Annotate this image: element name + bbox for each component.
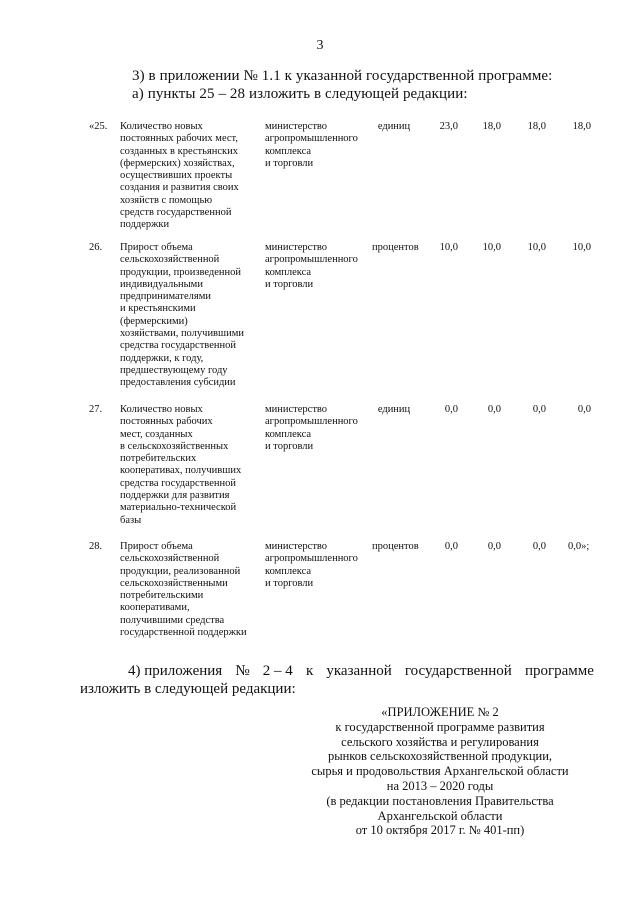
appendix-line: рынков сельскохозяйственной продукции, bbox=[327, 749, 553, 764]
value-4: 10,0 bbox=[572, 242, 591, 253]
value-2: 18,0 bbox=[482, 121, 501, 132]
indicator-name bbox=[120, 121, 260, 232]
instruction-1: 3) в приложении № 1.1 к указанной государственной программе: bbox=[132, 68, 553, 84]
appendix-line: к государственной программе развития bbox=[335, 719, 545, 734]
indicator-name bbox=[120, 242, 260, 390]
indicator-name-line: Количество новых bbox=[120, 404, 203, 415]
value-1: 0,0 bbox=[444, 541, 458, 552]
indicator-name-line: материально-технической bbox=[120, 502, 237, 514]
paragraph-4 bbox=[80, 662, 594, 698]
responsible-org-line: и торговли bbox=[265, 157, 314, 169]
value-3: 0,0 bbox=[532, 541, 546, 552]
unit: единиц bbox=[377, 121, 411, 132]
responsible-org bbox=[265, 242, 365, 291]
value-4: 18,0 bbox=[572, 121, 591, 132]
indicator-name-line: поддержки bbox=[120, 219, 170, 231]
paragraph-4-word: № bbox=[235, 663, 250, 679]
indicator-name-line: в сельскохозяйственных bbox=[120, 440, 229, 452]
appendix-line: (в редакции постановления Правительства bbox=[326, 793, 554, 808]
indicator-name-line: поддержки, к году, bbox=[120, 352, 204, 364]
indicator-name-line: создания и развития своих bbox=[120, 182, 239, 194]
responsible-org-line: комплекса bbox=[265, 266, 312, 278]
indicator-name-line: предпринимателями bbox=[120, 291, 212, 303]
indicator-name-line: базы bbox=[120, 514, 142, 526]
value-3: 0,0 bbox=[532, 404, 546, 415]
responsible-org bbox=[265, 404, 365, 453]
responsible-org-line: агропромышленного bbox=[265, 133, 358, 145]
indicator-name-line: постоянных рабочих bbox=[120, 416, 213, 428]
indicator-name-line: хозяйств с помощью bbox=[120, 194, 213, 206]
indicator-name bbox=[120, 541, 260, 639]
responsible-org-line: и торговли bbox=[265, 440, 314, 452]
indicator-name-line: сельскохозяйственной bbox=[120, 553, 220, 565]
appendix-line: на 2013 – 2020 годы bbox=[386, 778, 494, 793]
indicator-name-line: потребительскими bbox=[120, 590, 204, 602]
indicator-name-line: мест, созданных bbox=[120, 428, 193, 440]
responsible-org-line: министерство bbox=[265, 404, 328, 415]
value-1: 0,0 bbox=[444, 404, 458, 415]
responsible-org-line: министерство bbox=[265, 121, 328, 132]
responsible-org-line: министерство bbox=[265, 242, 328, 253]
instruction-2: а) пункты 25 – 28 изложить в следующей редакции: bbox=[132, 86, 468, 102]
indicator-name-line: предшествующему году bbox=[120, 364, 228, 376]
indicator-name-line: осуществивших проекты bbox=[120, 170, 233, 182]
indicator-name-line: поддержки для развития bbox=[120, 490, 230, 502]
paragraph-4-word: 4) приложения bbox=[128, 663, 223, 679]
paragraph-4-line-2: изложить в следующей редакции: bbox=[80, 681, 296, 697]
responsible-org-line: и торговли bbox=[265, 278, 314, 290]
value-4: 0,0 bbox=[577, 404, 591, 415]
indicator-name-line: средства государственной bbox=[120, 477, 236, 489]
value-1: 23,0 bbox=[439, 121, 458, 132]
paragraph-4-word: программе bbox=[524, 663, 594, 679]
row-number: 27. bbox=[89, 404, 103, 415]
appendix-line: Архангельской области bbox=[377, 808, 503, 823]
appendix-line: сельского хозяйства и регулирования bbox=[341, 734, 539, 749]
page-number: 3 bbox=[316, 38, 324, 53]
indicator-name bbox=[120, 404, 260, 527]
value-2: 0,0 bbox=[487, 541, 501, 552]
responsible-org bbox=[265, 121, 365, 170]
indicator-name-line: хозяйствами, получившими bbox=[120, 328, 244, 340]
responsible-org-line: агропромышленного bbox=[265, 254, 358, 266]
value-3: 18,0 bbox=[527, 121, 546, 132]
indicator-name-line: индивидуальными bbox=[120, 278, 203, 290]
indicator-name-line: средств государственной bbox=[120, 207, 232, 219]
paragraph-4-word: 2 – 4 bbox=[262, 663, 293, 679]
paragraph-4-word: к bbox=[305, 663, 314, 679]
responsible-org-line: агропромышленного bbox=[265, 416, 358, 428]
responsible-org-line: министерство bbox=[265, 541, 328, 552]
indicator-name-line: созданных в крестьянских bbox=[120, 145, 239, 157]
paragraph-4-word: указанной bbox=[326, 663, 392, 679]
responsible-org-line: комплекса bbox=[265, 565, 312, 577]
indicator-name-line: предоставления субсидии bbox=[120, 377, 236, 389]
indicator-name-line: Прирост объема bbox=[120, 541, 193, 552]
value-3: 10,0 bbox=[527, 242, 546, 253]
indicator-name-line: продукции, произведенной bbox=[120, 266, 242, 278]
indicator-name-line: средства государственной bbox=[120, 340, 236, 352]
responsible-org-line: и торговли bbox=[265, 577, 314, 589]
appendix-line: сырья и продовольствия Архангельской области bbox=[311, 764, 569, 779]
indicator-name-line: потребительских bbox=[120, 453, 197, 465]
indicator-name-line: сельскохозяйственными bbox=[120, 577, 228, 589]
responsible-org-line: агропромышленного bbox=[265, 553, 358, 565]
indicator-name-line: (фермерских) хозяйствах, bbox=[120, 157, 235, 169]
responsible-org-line: комплекса bbox=[265, 428, 312, 440]
indicator-name-line: (фермерскими) bbox=[120, 315, 188, 327]
row-number: 26. bbox=[89, 242, 103, 253]
paragraph-4-word: государственной bbox=[404, 663, 512, 679]
row-number: 28. bbox=[89, 541, 103, 552]
appendix-line: «ПРИЛОЖЕНИЕ № 2 bbox=[381, 705, 499, 719]
indicator-name-line: кооперативах, получивших bbox=[120, 465, 242, 477]
unit: единиц bbox=[377, 404, 411, 415]
value-2: 0,0 bbox=[487, 404, 501, 415]
unit: процентов bbox=[372, 541, 419, 552]
indicator-name-line: Количество новых bbox=[120, 121, 203, 132]
value-2: 10,0 bbox=[482, 242, 501, 253]
indicator-name-line: получившими средства bbox=[120, 614, 225, 626]
responsible-org-line: комплекса bbox=[265, 145, 312, 157]
indicator-name-line: кооперативами, bbox=[120, 602, 190, 614]
paragraph-4-line-1 bbox=[80, 662, 594, 680]
indicator-name-line: постоянных рабочих мест, bbox=[120, 133, 238, 145]
indicator-name-line: сельскохозяйственной bbox=[120, 254, 220, 266]
indicator-name-line: продукции, реализованной bbox=[120, 565, 241, 577]
unit: процентов bbox=[372, 242, 419, 253]
appendix-header bbox=[300, 705, 580, 838]
responsible-org bbox=[265, 541, 365, 590]
indicator-name-line: государственной поддержки bbox=[120, 627, 247, 639]
indicator-name-line: и крестьянскими bbox=[120, 303, 196, 315]
value-4: 0,0»; bbox=[568, 541, 590, 552]
row-number: «25. bbox=[89, 121, 108, 132]
value-1: 10,0 bbox=[439, 242, 458, 253]
appendix-line: от 10 октября 2017 г. № 401-пп) bbox=[355, 823, 525, 838]
indicator-name-line: Прирост объема bbox=[120, 242, 193, 253]
